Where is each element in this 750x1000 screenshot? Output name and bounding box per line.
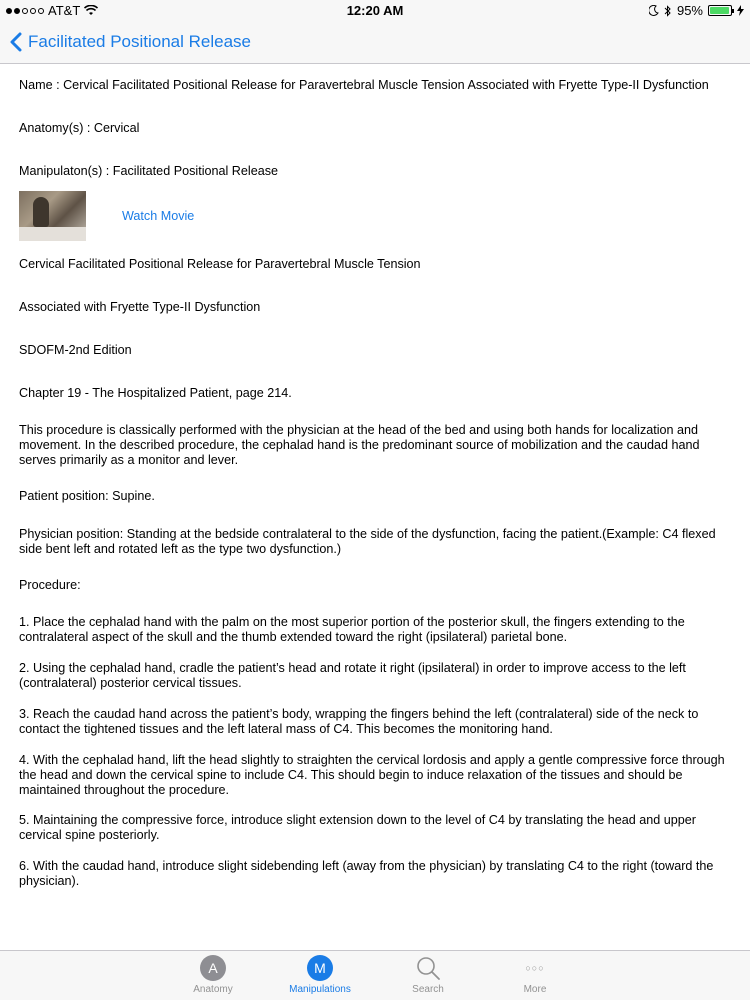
physician-position: Physician position: Standing at the bedside contralateral to the side of the dysfunction, facing the patient.(Example: C4 flexed side bent left and rotated left as the type two dysfunction.): [19, 527, 716, 556]
status-bar: [0, 0, 750, 20]
back-button[interactable]: [0, 32, 251, 52]
charging-bolt-icon: [737, 5, 744, 16]
procedure-label: Procedure:: [19, 578, 81, 592]
battery-percent: 95%: [676, 3, 703, 18]
tab-search[interactable]: [388, 955, 468, 995]
battery-fill: [710, 7, 729, 14]
procedure-title-line-1: Cervical Facilitated Positional Release for Paravertebral Muscle Tension: [19, 257, 421, 271]
anatomy-icon: A: [200, 955, 226, 981]
procedure-step-5: 5. Maintaining the compressive force, introduce slight extension down to the level of C4 by translating the head and upper cervical spine posteriorly.: [19, 813, 696, 842]
tab-more[interactable]: [495, 955, 575, 995]
movie-thumbnail[interactable]: [19, 191, 86, 241]
watch-movie-link[interactable]: Watch Movie: [122, 208, 195, 223]
procedure-step-6: 6. With the caudad hand, introduce slight sidebending left (away from the physician) by translating C4 to the right (toward the physician).: [19, 859, 714, 888]
carrier-label: AT&T: [48, 3, 81, 18]
search-icon: [415, 955, 441, 981]
procedure-name: Name : Cervical Facilitated Positional Release for Paravertebral Muscle Tension Associated with Fryette Type-II Dysfunction: [19, 78, 709, 92]
tab-more-label: More: [523, 984, 547, 995]
procedure-step-3: 3. Reach the caudad hand across the patient’s body, wrapping the fingers behind the left (contralateral) side of the neck to contact the tightened tissues and the left lateral mass of C4. This becomes the monitoring hand.: [19, 707, 699, 736]
more-icon: ○○○: [525, 963, 545, 973]
battery-icon: [708, 5, 732, 16]
procedure-title-line-2: Associated with Fryette Type-II Dysfunction: [19, 300, 261, 314]
edition-line: SDOFM-2nd Edition: [19, 343, 132, 357]
status-time: 12:20 AM: [346, 3, 404, 18]
manipulation-line: Manipulaton(s) : Facilitated Positional Release: [19, 164, 279, 178]
tab-search-label: Search: [412, 984, 444, 995]
navigation-bar: [0, 20, 750, 64]
manipulations-icon: M: [307, 955, 333, 981]
procedure-step-4: 4. With the cephalad hand, lift the head slightly to straighten the cervical lordosis and apply a gentle compressive force through the head and down the cervical spine to include C4. This should begin to induce relaxation of the tissues and should be maintained throughout the procedure.: [19, 753, 725, 797]
intro-paragraph: This procedure is classically performed with the physician at the head of the bed and using both hands for localization and movement. In the described procedure, the cephalad hand is the predominant source of mobilization and the caudad hand serves primarily as a monitor and lever.: [19, 423, 700, 467]
chevron-left-icon: [10, 32, 22, 52]
bluetooth-icon: [664, 5, 672, 17]
tab-anatomy[interactable]: [173, 955, 253, 995]
patient-position: Patient position: Supine.: [19, 489, 155, 503]
anatomy-line: Anatomy(s) : Cervical: [19, 121, 140, 135]
movie-row: [19, 191, 194, 241]
procedure-step-2: 2. Using the cephalad hand, cradle the patient’s head and rotate it right (ipsilateral) in order to improve access to the left (contralateral) posterior cervical tissues.: [19, 661, 686, 690]
tab-anatomy-label: Anatomy: [193, 984, 233, 995]
procedure-detail[interactable]: [0, 64, 750, 950]
moon-icon: [649, 5, 659, 16]
chapter-line: Chapter 19 - The Hospitalized Patient, page 214.: [19, 386, 292, 400]
tab-bar: [0, 950, 750, 1000]
back-button-label: Facilitated Positional Release: [28, 31, 252, 51]
tab-manipulations-label: Manipulations: [289, 984, 351, 995]
status-right: [649, 3, 744, 18]
procedure-step-1: 1. Place the cephalad hand with the palm on the most superior portion of the posterior skull, the fingers extending to the contralateral aspect of the skull and the thumb extended toward the right (ipsilateral) parietal bone.: [19, 615, 685, 644]
tab-manipulations[interactable]: [280, 955, 360, 995]
